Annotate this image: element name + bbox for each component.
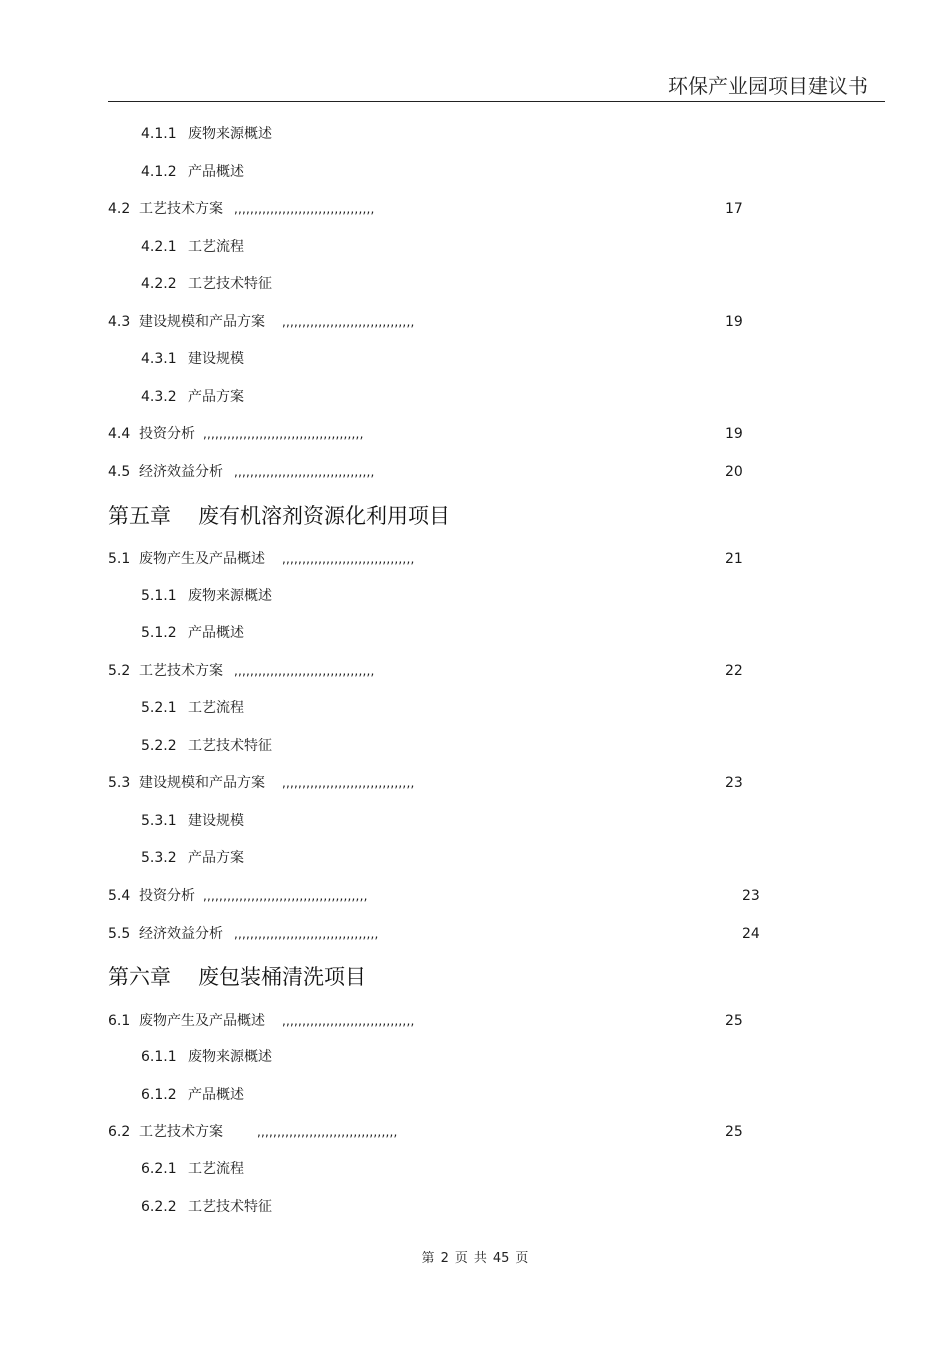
toc-entry-number: 6.1.1 — [141, 1049, 177, 1065]
toc-entry[interactable] — [0, 885, 950, 907]
toc-entry[interactable] — [0, 622, 950, 644]
toc-entry[interactable] — [0, 772, 950, 794]
toc-entry[interactable] — [0, 1010, 950, 1032]
toc-entry-title: 投资分析 — [139, 426, 195, 442]
footer-page-word: 页 — [454, 1251, 468, 1266]
toc-leader-dots: ,,,,,,,,,,,,,,,,,,,,,,,,,,,,,,,,,,,,,,,, — [203, 427, 364, 441]
toc-entry-number: 5.2 — [108, 663, 131, 679]
page-footer — [0, 1247, 950, 1266]
toc-page-number: 23 — [725, 775, 743, 791]
toc-entry[interactable] — [0, 1121, 950, 1143]
toc-entry[interactable] — [0, 198, 950, 220]
toc-entry[interactable] — [0, 311, 950, 333]
toc-entry-number: 4.3 — [108, 314, 131, 330]
toc-entry-number: 4.2.1 — [141, 239, 177, 255]
toc-entry[interactable] — [0, 1084, 950, 1106]
footer-total-word: 共 — [473, 1251, 487, 1266]
toc-entry-title: 工艺流程 — [188, 700, 244, 716]
toc-entry[interactable] — [0, 386, 950, 408]
toc-leader-dots: ,,,,,,,,,,,,,,,,,,,,,,,,,,,,,,,,,,, — [234, 664, 375, 678]
toc-entry-title: 产品概述 — [188, 1087, 244, 1103]
toc-entry[interactable] — [0, 923, 950, 945]
toc-entry-title: 工艺技术特征 — [188, 738, 272, 754]
toc-entry[interactable] — [0, 735, 950, 757]
chapter-title: 废有机溶剂资源化利用项目 — [198, 504, 450, 528]
toc-entry-title: 建设规模和产品方案 — [139, 775, 265, 791]
toc-entry-number: 6.2.1 — [141, 1161, 177, 1177]
toc-entry-number: 5.1.1 — [141, 588, 177, 604]
footer-current-page: 2 — [440, 1251, 449, 1266]
toc-leader-dots: ,,,,,,,,,,,,,,,,,,,,,,,,,,,,,,,,, — [282, 1014, 415, 1028]
toc-entry-number: 5.2.2 — [141, 738, 177, 754]
toc-entry-title: 产品概述 — [188, 625, 244, 641]
toc-leader-dots: ,,,,,,,,,,,,,,,,,,,,,,,,,,,,,,,,,,, — [234, 202, 375, 216]
toc-page-number: 23 — [742, 888, 760, 904]
toc-entry-number: 4.1.2 — [141, 164, 177, 180]
toc-entry-title: 工艺技术方案 — [139, 663, 223, 679]
toc-entry-number: 4.4 — [108, 426, 131, 442]
toc-leader-dots: ,,,,,,,,,,,,,,,,,,,,,,,,,,,,,,,,,,,, — [234, 927, 379, 941]
toc-entry-title: 产品概述 — [188, 164, 244, 180]
toc-entry-number: 5.3.1 — [141, 813, 177, 829]
toc-entry[interactable] — [0, 660, 950, 682]
toc-entry-title: 工艺流程 — [188, 239, 244, 255]
toc-entry-title: 经济效益分析 — [139, 464, 223, 480]
toc-entry-title: 工艺技术特征 — [188, 276, 272, 292]
toc-entry-number: 4.1.1 — [141, 126, 177, 142]
toc-page-number: 25 — [725, 1124, 743, 1140]
toc-entry-number: 5.1 — [108, 551, 131, 567]
toc-entry[interactable] — [0, 123, 950, 145]
toc-leader-dots: ,,,,,,,,,,,,,,,,,,,,,,,,,,,,,,,,,,,,,,,,, — [203, 889, 368, 903]
toc-page-number: 22 — [725, 663, 743, 679]
toc-entry-number: 5.3.2 — [141, 850, 177, 866]
toc-entry-title: 工艺技术方案 — [139, 201, 223, 217]
toc-page-number: 24 — [742, 926, 760, 942]
toc-entry-title: 产品方案 — [188, 389, 244, 405]
toc-entry-title: 工艺流程 — [188, 1161, 244, 1177]
toc-entry[interactable] — [0, 585, 950, 607]
document-header-title: 环保产业园项目建议书 — [668, 74, 868, 98]
toc-entry[interactable] — [0, 348, 950, 370]
footer-total-pages: 45 — [492, 1251, 510, 1266]
chapter-number: 第六章 — [108, 965, 171, 989]
chapter-title: 废包装桶清洗项目 — [198, 965, 366, 989]
toc-entry-title: 工艺技术特征 — [188, 1199, 272, 1215]
footer-suffix: 页 — [515, 1251, 529, 1266]
toc-page-number: 19 — [725, 314, 743, 330]
toc-leader-dots: ,,,,,,,,,,,,,,,,,,,,,,,,,,,,,,,,, — [282, 776, 415, 790]
toc-entry-title: 废物来源概述 — [188, 1049, 272, 1065]
toc-entry[interactable] — [0, 847, 950, 869]
toc-entry-number: 5.3 — [108, 775, 131, 791]
toc-entry[interactable] — [0, 697, 950, 719]
toc-entry-number: 5.5 — [108, 926, 131, 942]
toc-entry-number: 5.2.1 — [141, 700, 177, 716]
toc-entry[interactable] — [0, 548, 950, 570]
toc-leader-dots: ,,,,,,,,,,,,,,,,,,,,,,,,,,,,,,,,, — [282, 315, 415, 329]
toc-entry-title: 建设规模 — [188, 351, 244, 367]
toc-entry-number: 4.3.2 — [141, 389, 177, 405]
toc-entry[interactable] — [0, 423, 950, 445]
toc-entry-title: 建设规模和产品方案 — [139, 314, 265, 330]
toc-entry-title: 工艺技术方案 — [139, 1124, 223, 1140]
header-divider — [108, 101, 885, 102]
toc-entry[interactable] — [0, 1196, 950, 1218]
toc-entry[interactable] — [0, 273, 950, 295]
toc-page-number: 19 — [725, 426, 743, 442]
toc-entry-title: 投资分析 — [139, 888, 195, 904]
toc-page-number: 21 — [725, 551, 743, 567]
toc-leader-dots: ,,,,,,,,,,,,,,,,,,,,,,,,,,,,,,,,,,, — [257, 1125, 398, 1139]
toc-entry[interactable] — [0, 1046, 950, 1068]
toc-entry-title: 建设规模 — [188, 813, 244, 829]
toc-entry-title: 废物产生及产品概述 — [139, 1013, 265, 1029]
toc-entry-title: 产品方案 — [188, 850, 244, 866]
toc-entry[interactable] — [0, 461, 950, 483]
toc-entry-number: 4.5 — [108, 464, 131, 480]
toc-entry-number: 6.1.2 — [141, 1087, 177, 1103]
toc-entry-title: 废物来源概述 — [188, 126, 272, 142]
toc-page-number: 25 — [725, 1013, 743, 1029]
toc-entry-number: 4.3.1 — [141, 351, 177, 367]
toc-entry-number: 4.2.2 — [141, 276, 177, 292]
footer-prefix: 第 — [421, 1251, 435, 1266]
toc-entry[interactable] — [0, 810, 950, 832]
toc-entry-number: 6.2.2 — [141, 1199, 177, 1215]
toc-leader-dots: ,,,,,,,,,,,,,,,,,,,,,,,,,,,,,,,,, — [282, 552, 415, 566]
toc-entry-number: 6.2 — [108, 1124, 131, 1140]
toc-entry[interactable] — [0, 161, 950, 183]
toc-leader-dots: ,,,,,,,,,,,,,,,,,,,,,,,,,,,,,,,,,,, — [234, 465, 375, 479]
toc-page-number: 20 — [725, 464, 743, 480]
toc-entry-number: 5.1.2 — [141, 625, 177, 641]
toc-page-number: 17 — [725, 201, 743, 217]
chapter-number: 第五章 — [108, 504, 171, 528]
toc-entry-number: 5.4 — [108, 888, 131, 904]
toc-entry-title: 废物产生及产品概述 — [139, 551, 265, 567]
toc-entry-number: 6.1 — [108, 1013, 131, 1029]
toc-entry[interactable] — [0, 1158, 950, 1180]
toc-entry-title: 经济效益分析 — [139, 926, 223, 942]
toc-entry-number: 4.2 — [108, 201, 131, 217]
toc-entry[interactable] — [0, 236, 950, 258]
toc-entry-title: 废物来源概述 — [188, 588, 272, 604]
